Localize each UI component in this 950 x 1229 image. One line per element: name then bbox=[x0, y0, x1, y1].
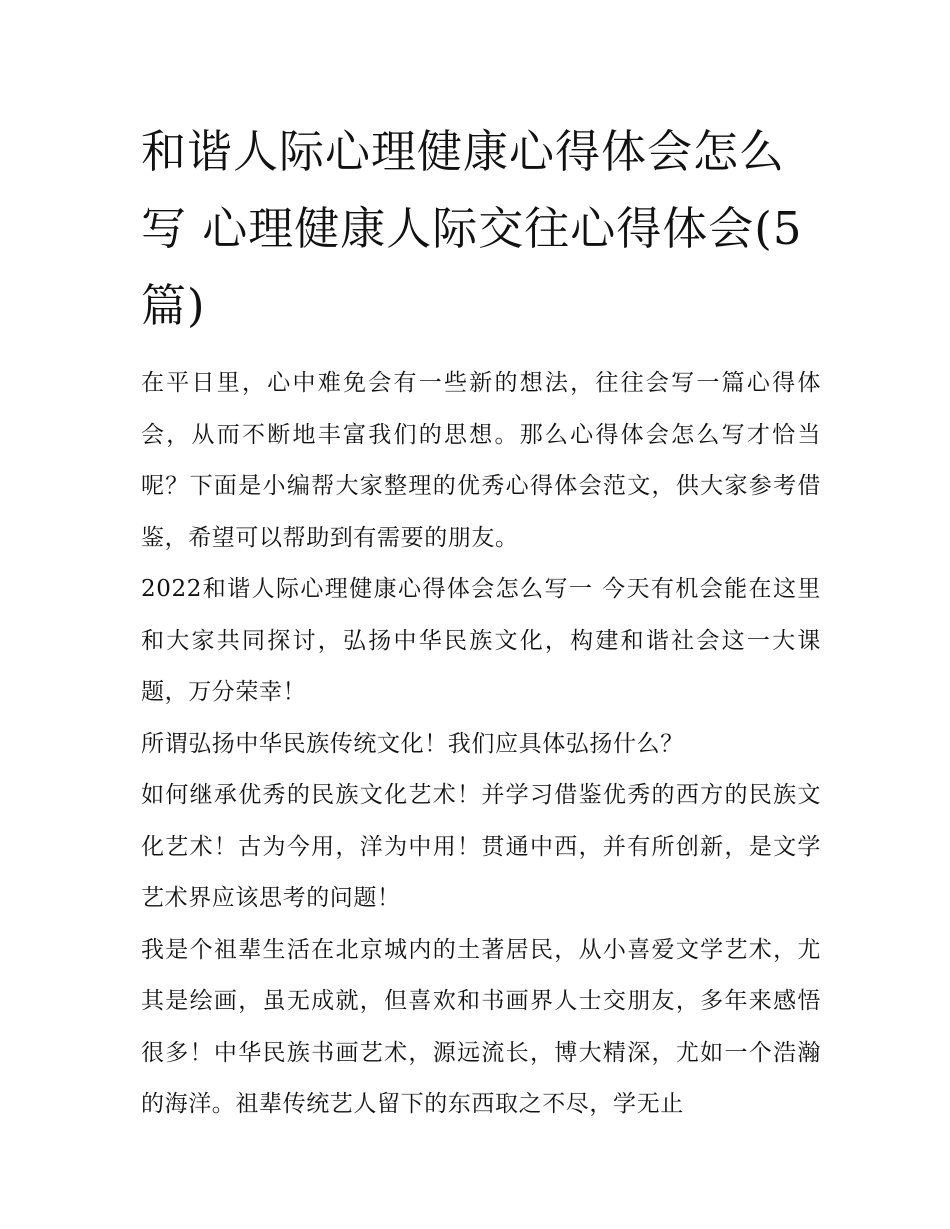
document-title: 和谐人际心理健康心得体会怎么写 心理健康人际交往心得体会(5篇) bbox=[141, 125, 803, 332]
paragraph-question: 所谓弘扬中华民族传统文化！我们应具体弘扬什么？ bbox=[141, 730, 684, 757]
paragraph-inheritance: 如何继承优秀的民族文化艺术！并学习借鉴优秀的西方的民族文化艺术！古为今用，洋为中用！贯通中西，并有所创新，是文学艺术界应该思考的问题！ bbox=[141, 782, 821, 911]
paragraph-intro: 在平日里，心中难免会有一些新的想法，往往会写一篇心得体会，从而不断地丰富我们的思想。那么心得体会怎么写才恰当呢？下面是小编帮大家整理的优秀心得体会范文，供大家参考借鉴，希望可以帮助到有需要的朋友。 bbox=[141, 370, 821, 551]
document-body bbox=[141, 113, 821, 1131]
paragraph-section-one-opening: 2022和谐人际心理健康心得体会怎么写一 今天有机会能在这里和大家共同探讨，弘扬中华民族文化，构建和谐社会这一大课题，万分荣幸！ bbox=[141, 576, 821, 705]
paragraph-personal-story: 我是个祖辈生活在北京城内的土著居民，从小喜爱文学艺术，尤其是绘画，虽无成就，但喜欢和书画界人士交朋友，多年来感悟很多！中华民族书画艺术，源远流长，博大精深，尤如一个浩瀚的海洋。祖辈传统艺人留下的东西取之不尽，学无止 bbox=[141, 936, 821, 1117]
